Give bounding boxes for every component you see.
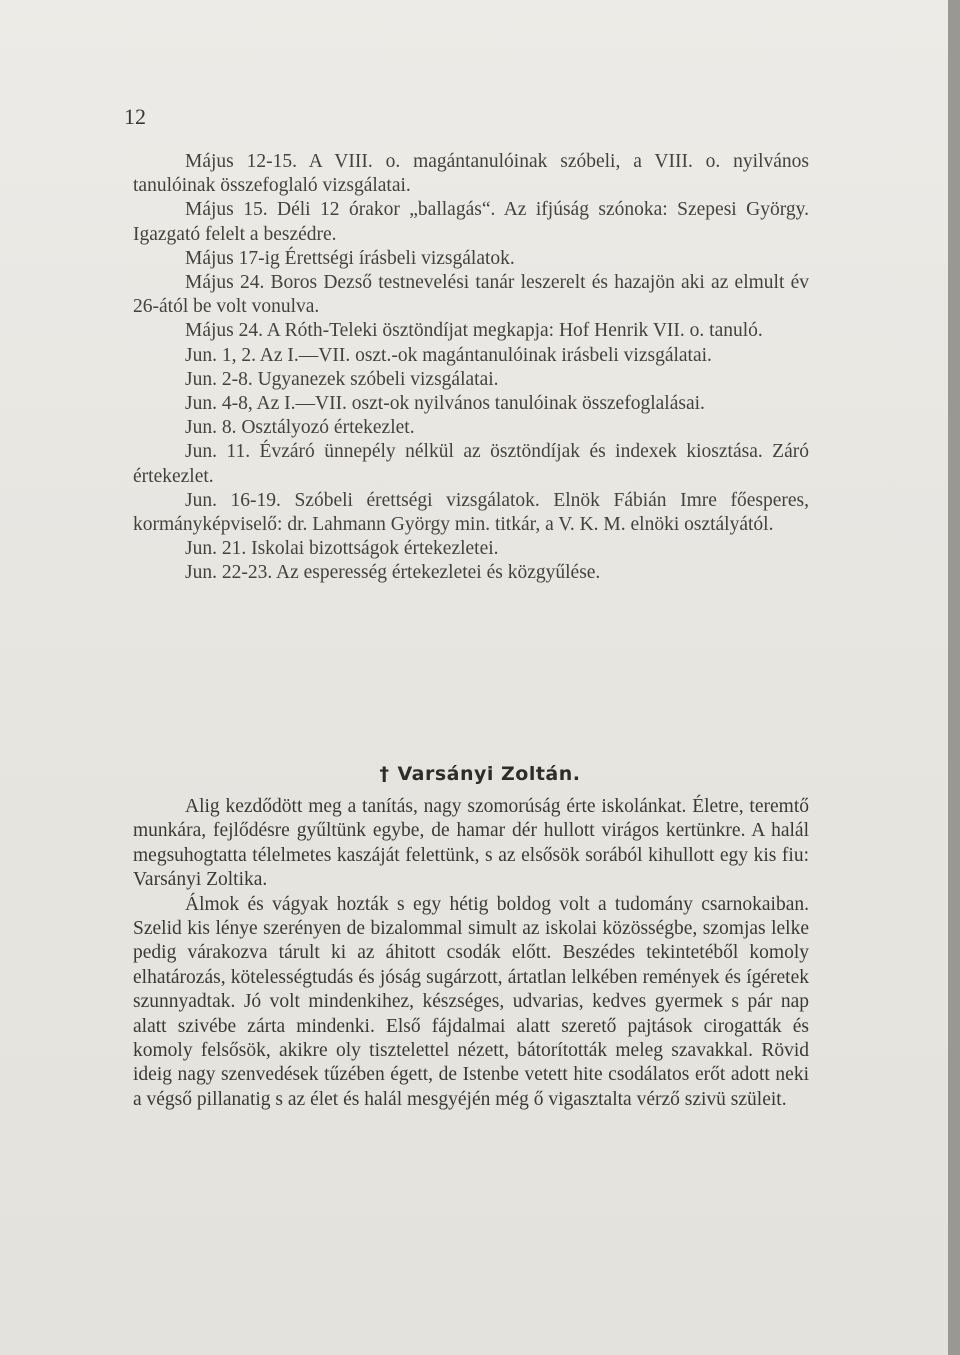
calendar-entry: Május 24. Boros Dezső testnevelési tanár leszerelt és hazajön aki az elmult év 26-ától be volt vonulva. (133, 272, 809, 318)
calendar-entry: Jun. 1, 2. Az I.—VII. oszt.-ok magántanulóinak irásbeli vizsgálatai. (185, 344, 712, 366)
calendar-entry: Május 17-ig Érettségi írásbeli vizsgálatok. (185, 247, 515, 269)
calendar-entry: Jun. 16-19. Szóbeli érettségi vizsgálatok. Elnök Fábián Imre főesperes, kormányképviselő: dr. Lahmann György min. titkár, a V. K. M. elnöki osztályától. (133, 489, 809, 536)
obituary-title: Varsányi Zoltán. (397, 763, 581, 785)
page-number: 12 (124, 104, 146, 129)
obituary-paragraph: Alig kezdődött meg a tanítás, nagy szomorúság érte iskolánkat. Életre, teremtő munkára, fejlődésre gyűltünk egybe, de hamar dér hullott virágos kertünkre. A halál megsuhogtatta télelmetes kaszáját felettünk, s az elsősök sorából kihullott egy kis fiu: Varsányi Zoltika. (133, 796, 809, 891)
obituary-body (133, 795, 809, 1112)
calendar-entry: Jun. 21. Iskolai bizottságok értekezletei. (185, 538, 499, 560)
obituary-heading (0, 763, 960, 785)
page-edge-shadow (948, 0, 960, 1355)
school-calendar-entries (133, 150, 809, 586)
calendar-entry: Május 15. Déli 12 órakor „ballagás“. Az ifjúság szónoka: Szepesi György. Igazgató felelt a beszédre. (133, 199, 809, 245)
calendar-entry: Május 24. A Róth-Teleki ösztöndíjat megkapja: Hof Henrik VII. o. tanuló. (185, 320, 763, 342)
calendar-entry: Jun. 22-23. Az esperesség értekezletei és közgyűlése. (185, 562, 601, 584)
calendar-entry: Jun. 2-8. Ugyanezek szóbeli vizsgálatai. (185, 368, 499, 390)
obituary-paragraph: Álmok és vágyak hozták s egy hétig boldog volt a tudomány csarnokaiban. Szelid kis lénye szerényen de bizalommal simult az iskolai közösségbe, szomjas lelke pedig várakozva tárult ki az áhitott csodák előtt. Beszédes tekintetéből komoly elhatározás, kötelességtudás és jóság sugárzott, ártatlan lelkében remények és ígéretek szunnyadtak. Jó volt mindenkihez, készséges, udvarias, kedves gyermek s pár nap alatt szivébe zárta mindenki. Első fájdalmai alatt szerető pajtások cirogatták és komoly felsősök, akikre oly tisztelettel nézett, bátorították meleg szavakkal. Rövid ideig nagy szenvedések tűzében égett, de Istenbe vetett hite csodálatos erőt adott neki a végső pillanatig s az élet és halál mesgyéjén még ő vigasztalta vérző szivü szüleit. (133, 893, 809, 1110)
calendar-entry: Jun. 8. Osztályozó értekezlet. (185, 417, 415, 439)
cross-icon: † (379, 763, 390, 785)
calendar-entry: Jun. 4-8, Az I.—VII. oszt-ok nyilvános tanulóinak összefoglalásai. (185, 393, 705, 415)
calendar-entry: Május 12-15. A VIII. o. magántanulóinak szóbeli, a VIII. o. nyilvános tanulóinak összefoglaló vizsgálatai. (133, 151, 809, 197)
calendar-entry: Jun. 11. Évzáró ünnepély nélkül az ösztöndíjak és indexek kiosztása. Záró értekezlet. (133, 441, 809, 487)
